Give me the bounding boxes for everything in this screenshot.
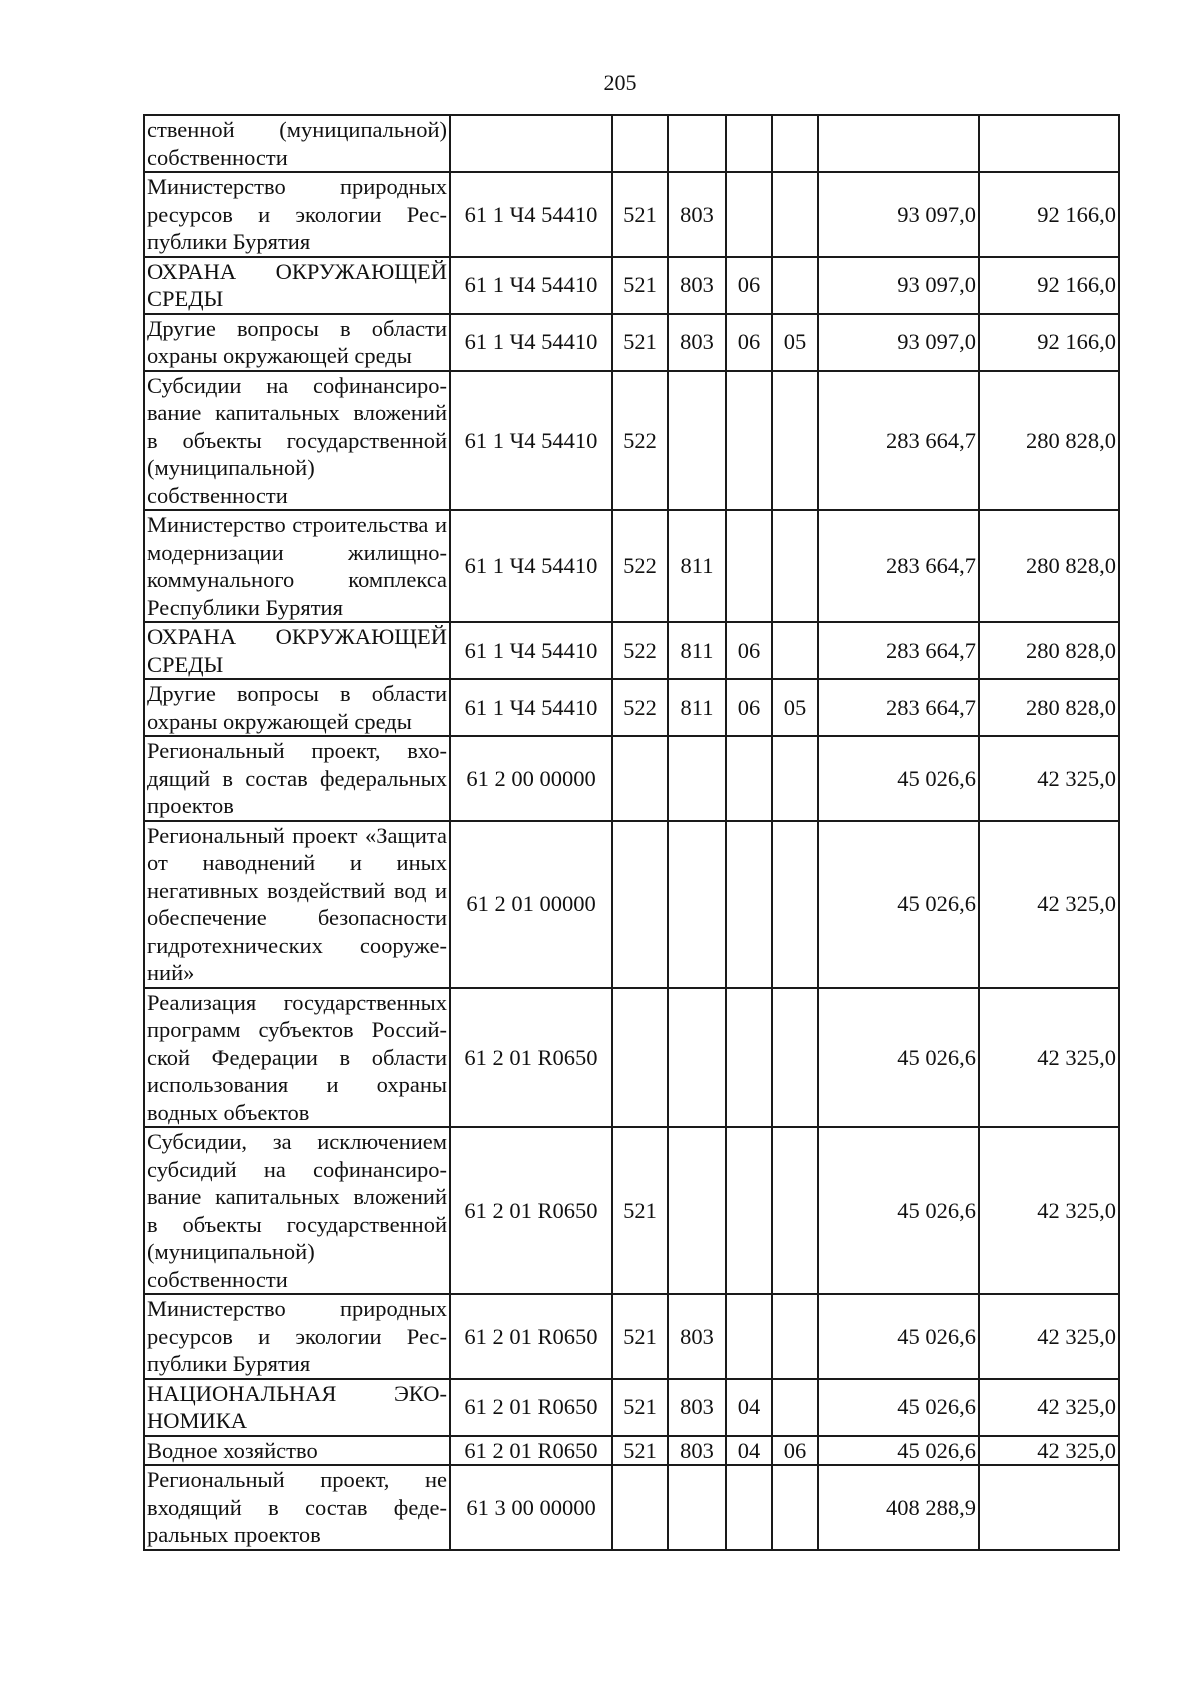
target-article-code-cell: 61 3 00 00000 [450,1465,612,1550]
amount-year1-cell: 45 026,6 [818,988,979,1128]
amount-year2-cell: 280 828,0 [979,679,1119,736]
amount-year1-cell [818,115,979,172]
expense-type-cell: 522 [612,510,668,622]
ministry-code-cell [668,1465,726,1550]
subsection-cell [772,510,818,622]
row-name-cell: Региональный проект, не входящий в состав федеральных проектов [144,1465,450,1550]
ministry-code-cell [668,821,726,988]
expense-type-cell: 521 [612,1127,668,1294]
table-row [144,679,1119,736]
amount-year2-cell: 92 166,0 [979,257,1119,314]
target-article-code-cell: 61 2 01 R0650 [450,1294,612,1379]
ministry-code-cell: 803 [668,314,726,371]
subsection-cell [772,371,818,511]
amount-year2-cell: 42 325,0 [979,988,1119,1128]
subsection-cell [772,1465,818,1550]
amount-year2-cell: 92 166,0 [979,172,1119,257]
target-article-code-cell [450,115,612,172]
expense-type-cell: 521 [612,257,668,314]
expense-type-cell: 522 [612,371,668,511]
section-cell [726,371,772,511]
amount-year2-cell: 42 325,0 [979,821,1119,988]
subsection-cell [772,988,818,1128]
amount-year2-cell: 280 828,0 [979,622,1119,679]
row-name-cell: Региональный проект, входящий в состав федеральных проектов [144,736,450,821]
target-article-code-cell: 61 2 01 R0650 [450,1127,612,1294]
expense-type-cell [612,115,668,172]
subsection-cell [772,172,818,257]
expense-type-cell [612,1465,668,1550]
ministry-code-cell: 803 [668,257,726,314]
subsection-cell: 05 [772,314,818,371]
section-cell [726,1294,772,1379]
section-cell: 04 [726,1379,772,1436]
table-row [144,172,1119,257]
section-cell [726,115,772,172]
table-row [144,1379,1119,1436]
target-article-code-cell: 61 2 01 00000 [450,821,612,988]
table-row [144,371,1119,511]
amount-year1-cell: 45 026,6 [818,1379,979,1436]
row-name-cell: ОХРАНА ОКРУЖАЮЩЕЙ СРЕДЫ [144,257,450,314]
target-article-code-cell: 61 1 Ч4 54410 [450,371,612,511]
section-cell [726,736,772,821]
amount-year1-cell: 45 026,6 [818,1436,979,1466]
amount-year2-cell: 42 325,0 [979,1436,1119,1466]
row-name-cell: Субсидии, за исключением субсидий на софинансирование капитальных вложений в объекты государственной (муниципальной) собственности [144,1127,450,1294]
table-row [144,1436,1119,1466]
row-name-cell: Водное хозяйство [144,1436,450,1466]
section-cell: 06 [726,257,772,314]
row-name-cell: ОХРАНА ОКРУЖАЮЩЕЙ СРЕДЫ [144,622,450,679]
section-cell: 06 [726,314,772,371]
expense-type-cell: 521 [612,1436,668,1466]
expense-type-cell: 521 [612,1294,668,1379]
table-row [144,257,1119,314]
target-article-code-cell: 61 1 Ч4 54410 [450,172,612,257]
amount-year2-cell [979,115,1119,172]
row-name-cell: Региональный проект «Защита от наводнений и иных негативных воздействий вод и обеспечение безопасности гидротехнических сооружений» [144,821,450,988]
row-name-cell: Министерство природных ресурсов и экологии Республики Бурятия [144,172,450,257]
amount-year2-cell [979,1465,1119,1550]
target-article-code-cell: 61 2 01 R0650 [450,1436,612,1466]
expense-type-cell: 521 [612,172,668,257]
amount-year1-cell: 283 664,7 [818,622,979,679]
amount-year1-cell: 93 097,0 [818,314,979,371]
amount-year2-cell: 280 828,0 [979,371,1119,511]
ministry-code-cell: 811 [668,622,726,679]
row-name-cell: НАЦИОНАЛЬНАЯ ЭКОНОМИКА [144,1379,450,1436]
table-row [144,510,1119,622]
expense-type-cell: 521 [612,314,668,371]
expense-type-cell [612,821,668,988]
target-article-code-cell: 61 2 01 R0650 [450,1379,612,1436]
amount-year1-cell: 45 026,6 [818,1127,979,1294]
table-row [144,1465,1119,1550]
subsection-cell [772,736,818,821]
target-article-code-cell: 61 1 Ч4 54410 [450,510,612,622]
table-row [144,736,1119,821]
amount-year2-cell: 280 828,0 [979,510,1119,622]
amount-year2-cell: 42 325,0 [979,1294,1119,1379]
expense-type-cell: 522 [612,679,668,736]
expense-type-cell [612,988,668,1128]
expense-type-cell: 521 [612,1379,668,1436]
amount-year1-cell: 45 026,6 [818,821,979,988]
subsection-cell [772,115,818,172]
target-article-code-cell: 61 1 Ч4 54410 [450,257,612,314]
table-row [144,1127,1119,1294]
subsection-cell [772,1127,818,1294]
row-name-cell: Другие вопросы в области охраны окружающей среды [144,679,450,736]
subsection-cell [772,821,818,988]
target-article-code-cell: 61 1 Ч4 54410 [450,679,612,736]
section-cell: 04 [726,1436,772,1466]
ministry-code-cell [668,736,726,821]
section-cell [726,510,772,622]
amount-year1-cell: 45 026,6 [818,1294,979,1379]
section-cell: 06 [726,622,772,679]
amount-year1-cell: 45 026,6 [818,736,979,821]
amount-year1-cell: 93 097,0 [818,172,979,257]
target-article-code-cell: 61 1 Ч4 54410 [450,622,612,679]
expense-type-cell [612,736,668,821]
section-cell [726,172,772,257]
table-row [144,1294,1119,1379]
target-article-code-cell: 61 2 01 R0650 [450,988,612,1128]
table-body [144,115,1119,1550]
target-article-code-cell: 61 1 Ч4 54410 [450,314,612,371]
amount-year1-cell: 283 664,7 [818,679,979,736]
amount-year2-cell: 42 325,0 [979,1127,1119,1294]
section-cell [726,1465,772,1550]
ministry-code-cell [668,115,726,172]
expense-type-cell: 522 [612,622,668,679]
ministry-code-cell [668,988,726,1128]
target-article-code-cell: 61 2 00 00000 [450,736,612,821]
row-name-cell: Министерство природных ресурсов и экологии Республики Бурятия [144,1294,450,1379]
amount-year1-cell: 408 288,9 [818,1465,979,1550]
table-row [144,314,1119,371]
section-cell [726,988,772,1128]
section-cell: 06 [726,679,772,736]
subsection-cell [772,257,818,314]
ministry-code-cell: 811 [668,679,726,736]
section-cell [726,821,772,988]
subsection-cell [772,1294,818,1379]
ministry-code-cell [668,371,726,511]
ministry-code-cell: 803 [668,172,726,257]
row-name-cell: Другие вопросы в области охраны окружающей среды [144,314,450,371]
table-row [144,821,1119,988]
ministry-code-cell: 803 [668,1379,726,1436]
row-name-cell: Субсидии на софинансирование капитальных вложений в объекты государственной (муниципальной) собственности [144,371,450,511]
subsection-cell [772,622,818,679]
amount-year1-cell: 283 664,7 [818,371,979,511]
subsection-cell: 05 [772,679,818,736]
amount-year1-cell: 283 664,7 [818,510,979,622]
row-name-cell: Реализация государственных программ субъектов Российской Федерации в области использования и охраны водных объектов [144,988,450,1128]
table-row [144,988,1119,1128]
section-cell [726,1127,772,1294]
ministry-code-cell: 803 [668,1294,726,1379]
table-row [144,115,1119,172]
subsection-cell: 06 [772,1436,818,1466]
amount-year2-cell: 42 325,0 [979,1379,1119,1436]
amount-year1-cell: 93 097,0 [818,257,979,314]
row-name-cell: Министерство строительства и модернизации жилищно-коммунального комплекса Республики Бурятия [144,510,450,622]
table-row [144,622,1119,679]
page-number: 205 [603,70,637,95]
amount-year2-cell: 92 166,0 [979,314,1119,371]
amount-year2-cell: 42 325,0 [979,736,1119,821]
ministry-code-cell: 811 [668,510,726,622]
ministry-code-cell [668,1127,726,1294]
row-name-cell: ственной (муниципальной) собственности [144,115,450,172]
budget-table [143,114,1120,1551]
ministry-code-cell: 803 [668,1436,726,1466]
subsection-cell [772,1379,818,1436]
